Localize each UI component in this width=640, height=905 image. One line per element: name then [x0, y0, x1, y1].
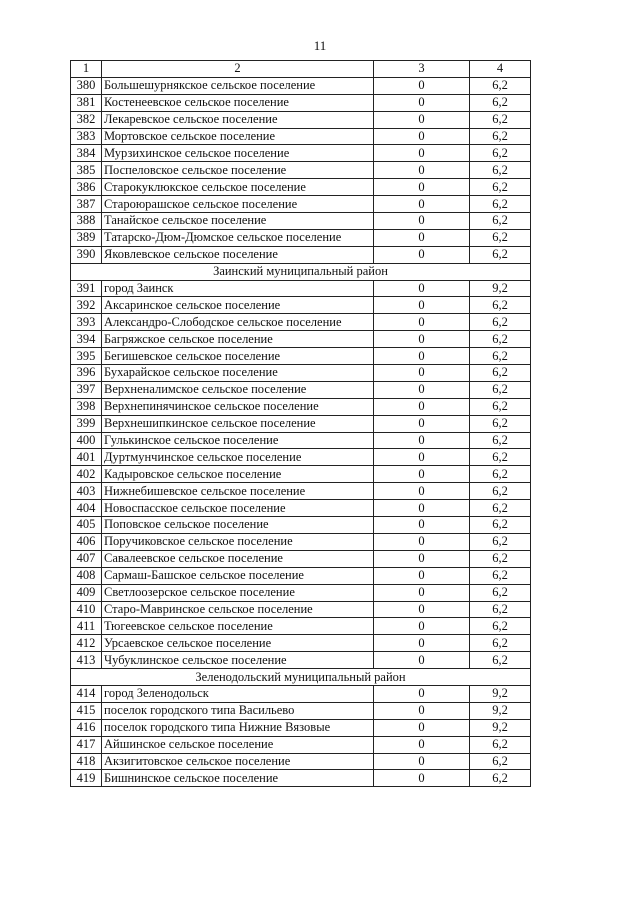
value-col4: 6,2 [470, 365, 531, 382]
value-col4: 6,2 [470, 601, 531, 618]
value-col3: 0 [374, 365, 470, 382]
value-col3: 0 [374, 652, 470, 669]
settlement-name: Багряжское сельское поселение [102, 331, 374, 348]
value-col3: 0 [374, 466, 470, 483]
district-title: Заинский муниципальный район [71, 263, 531, 280]
value-col3: 0 [374, 196, 470, 213]
row-number: 406 [71, 533, 102, 550]
value-col4: 6,2 [470, 618, 531, 635]
row-number: 391 [71, 280, 102, 297]
row-number: 402 [71, 466, 102, 483]
settlement-name: Танайское сельское поселение [102, 213, 374, 230]
row-number: 407 [71, 550, 102, 567]
row-number: 386 [71, 179, 102, 196]
row-number: 385 [71, 162, 102, 179]
district-title: Зеленодольский муниципальный район [71, 669, 531, 686]
settlement-name: Новоспасское сельское поселение [102, 500, 374, 517]
table-row [71, 348, 531, 365]
value-col4: 6,2 [470, 736, 531, 753]
table-row [71, 398, 531, 415]
table-row [71, 331, 531, 348]
value-col3: 0 [374, 702, 470, 719]
table-row [71, 449, 531, 466]
table-row [71, 500, 531, 517]
value-col4: 6,2 [470, 550, 531, 567]
settlement-name: Староюрашское сельское поселение [102, 196, 374, 213]
table-row [71, 550, 531, 567]
value-col3: 0 [374, 500, 470, 517]
row-number: 388 [71, 213, 102, 230]
header-cell-4: 4 [470, 61, 531, 78]
table-row [71, 685, 531, 702]
value-col4: 6,2 [470, 415, 531, 432]
row-number: 410 [71, 601, 102, 618]
row-number: 408 [71, 567, 102, 584]
row-number: 419 [71, 770, 102, 787]
value-col3: 0 [374, 381, 470, 398]
value-col4: 6,2 [470, 567, 531, 584]
table-row [71, 94, 531, 111]
value-col3: 0 [374, 229, 470, 246]
row-number: 418 [71, 753, 102, 770]
settlement-name: Савалеевское сельское поселение [102, 550, 374, 567]
value-col3: 0 [374, 753, 470, 770]
table-row [71, 145, 531, 162]
settlement-name: Александро-Слободское сельское поселение [102, 314, 374, 331]
value-col4: 9,2 [470, 719, 531, 736]
settlement-name: Аксаринское сельское поселение [102, 297, 374, 314]
settlement-name: город Заинск [102, 280, 374, 297]
value-col4: 6,2 [470, 246, 531, 263]
row-number: 403 [71, 483, 102, 500]
table-row [71, 652, 531, 669]
value-col3: 0 [374, 483, 470, 500]
table-header-row [71, 61, 531, 78]
table-row [71, 162, 531, 179]
value-col3: 0 [374, 584, 470, 601]
table-row [71, 483, 531, 500]
value-col4: 6,2 [470, 348, 531, 365]
row-number: 398 [71, 398, 102, 415]
value-col3: 0 [374, 398, 470, 415]
value-col3: 0 [374, 246, 470, 263]
row-number: 393 [71, 314, 102, 331]
row-number: 400 [71, 432, 102, 449]
row-number: 415 [71, 702, 102, 719]
row-number: 414 [71, 685, 102, 702]
table-row [71, 246, 531, 263]
table-row [71, 77, 531, 94]
value-col3: 0 [374, 314, 470, 331]
table-row [71, 601, 531, 618]
value-col3: 0 [374, 770, 470, 787]
value-col4: 6,2 [470, 331, 531, 348]
row-number: 390 [71, 246, 102, 263]
value-col4: 9,2 [470, 280, 531, 297]
value-col3: 0 [374, 736, 470, 753]
header-cell-3: 3 [374, 61, 470, 78]
settlement-name: Мурзихинское сельское поселение [102, 145, 374, 162]
row-number: 397 [71, 381, 102, 398]
table-row [71, 213, 531, 230]
value-col4: 6,2 [470, 297, 531, 314]
value-col3: 0 [374, 635, 470, 652]
table-row [71, 415, 531, 432]
value-col3: 0 [374, 685, 470, 702]
value-col3: 0 [374, 348, 470, 365]
table-row [71, 635, 531, 652]
table-row [71, 128, 531, 145]
value-col3: 0 [374, 567, 470, 584]
settlement-name: Гулькинское сельское поселение [102, 432, 374, 449]
value-col4: 6,2 [470, 770, 531, 787]
settlement-name: Акзигитовское сельское поселение [102, 753, 374, 770]
settlement-name: Дуртмунчинское сельское поселение [102, 449, 374, 466]
settlement-name: Светлоозерское сельское поселение [102, 584, 374, 601]
value-col3: 0 [374, 415, 470, 432]
value-col3: 0 [374, 550, 470, 567]
value-col4: 6,2 [470, 432, 531, 449]
row-number: 416 [71, 719, 102, 736]
row-number: 401 [71, 449, 102, 466]
value-col3: 0 [374, 179, 470, 196]
table-body [71, 61, 531, 787]
value-col4: 6,2 [470, 483, 531, 500]
value-col4: 6,2 [470, 213, 531, 230]
table-row [71, 719, 531, 736]
value-col3: 0 [374, 517, 470, 534]
settlement-name: поселок городского типа Нижние Вязовые [102, 719, 374, 736]
value-col3: 0 [374, 618, 470, 635]
row-number: 405 [71, 517, 102, 534]
table-row [71, 432, 531, 449]
value-col4: 6,2 [470, 449, 531, 466]
value-col3: 0 [374, 533, 470, 550]
value-col3: 0 [374, 162, 470, 179]
value-col3: 0 [374, 280, 470, 297]
value-col4: 6,2 [470, 500, 531, 517]
row-number: 383 [71, 128, 102, 145]
value-col3: 0 [374, 111, 470, 128]
header-cell-2: 2 [102, 61, 374, 78]
value-col4: 6,2 [470, 94, 531, 111]
value-col4: 9,2 [470, 685, 531, 702]
settlement-name: Поповское сельское поселение [102, 517, 374, 534]
table-row [71, 567, 531, 584]
value-col3: 0 [374, 449, 470, 466]
settlement-name: Урсаевское сельское поселение [102, 635, 374, 652]
value-col4: 6,2 [470, 145, 531, 162]
value-col4: 6,2 [470, 162, 531, 179]
row-number: 411 [71, 618, 102, 635]
settlement-name: Мортовское сельское поселение [102, 128, 374, 145]
row-number: 396 [71, 365, 102, 382]
value-col4: 6,2 [470, 179, 531, 196]
table-row [71, 753, 531, 770]
settlement-name: Старо-Мавринское сельское поселение [102, 601, 374, 618]
table-row [71, 229, 531, 246]
value-col4: 6,2 [470, 517, 531, 534]
row-number: 389 [71, 229, 102, 246]
value-col3: 0 [374, 77, 470, 94]
value-col4: 6,2 [470, 77, 531, 94]
table-row [71, 702, 531, 719]
settlement-name: Верхнешипкинское сельское поселение [102, 415, 374, 432]
table-row [71, 365, 531, 382]
table-row [71, 314, 531, 331]
value-col4: 6,2 [470, 533, 531, 550]
settlement-name: Нижнебишевское сельское поселение [102, 483, 374, 500]
settlement-name: Верхнепинячинское сельское поселение [102, 398, 374, 415]
settlement-name: Бегишевское сельское поселение [102, 348, 374, 365]
table-row [71, 280, 531, 297]
value-col4: 6,2 [470, 753, 531, 770]
table-row [71, 533, 531, 550]
settlement-name: поселок городского типа Васильево [102, 702, 374, 719]
settlement-name: Сармаш-Башское сельское поселение [102, 567, 374, 584]
row-number: 387 [71, 196, 102, 213]
settlement-name: Поспеловское сельское поселение [102, 162, 374, 179]
row-number: 404 [71, 500, 102, 517]
row-number: 394 [71, 331, 102, 348]
table-row [71, 196, 531, 213]
settlement-name: Поручиковское сельское поселение [102, 533, 374, 550]
row-number: 381 [71, 94, 102, 111]
value-col3: 0 [374, 213, 470, 230]
row-number: 399 [71, 415, 102, 432]
settlement-name: Костенеевское сельское поселение [102, 94, 374, 111]
settlement-name: Большешурнякское сельское поселение [102, 77, 374, 94]
section-header-row [71, 669, 531, 686]
value-col4: 9,2 [470, 702, 531, 719]
value-col4: 6,2 [470, 111, 531, 128]
settlement-name: Чубуклинское сельское поселение [102, 652, 374, 669]
table-row [71, 618, 531, 635]
table-row [71, 584, 531, 601]
section-header-row [71, 263, 531, 280]
value-col4: 6,2 [470, 398, 531, 415]
value-col3: 0 [374, 719, 470, 736]
table-row [71, 111, 531, 128]
settlement-name: Бишнинское сельское поселение [102, 770, 374, 787]
row-number: 412 [71, 635, 102, 652]
value-col3: 0 [374, 297, 470, 314]
header-cell-1: 1 [71, 61, 102, 78]
settlement-name: Яковлевское сельское поселение [102, 246, 374, 263]
table-row [71, 736, 531, 753]
value-col4: 6,2 [470, 466, 531, 483]
settlement-name: Тюгеевское сельское поселение [102, 618, 374, 635]
value-col4: 6,2 [470, 635, 531, 652]
value-col4: 6,2 [470, 128, 531, 145]
settlement-name: Старокуклюкское сельское поселение [102, 179, 374, 196]
value-col4: 6,2 [470, 584, 531, 601]
value-col4: 6,2 [470, 196, 531, 213]
table-row [71, 517, 531, 534]
settlements-table [70, 60, 531, 787]
value-col3: 0 [374, 145, 470, 162]
table-row [71, 466, 531, 483]
row-number: 380 [71, 77, 102, 94]
value-col4: 6,2 [470, 652, 531, 669]
row-number: 382 [71, 111, 102, 128]
row-number: 395 [71, 348, 102, 365]
row-number: 384 [71, 145, 102, 162]
value-col4: 6,2 [470, 314, 531, 331]
table-row [71, 179, 531, 196]
settlement-name: Лекаревское сельское поселение [102, 111, 374, 128]
value-col3: 0 [374, 94, 470, 111]
table-row [71, 770, 531, 787]
row-number: 417 [71, 736, 102, 753]
settlement-name: Бухарайское сельское поселение [102, 365, 374, 382]
value-col4: 6,2 [470, 229, 531, 246]
settlement-name: Татарско-Дюм-Дюмское сельское поселение [102, 229, 374, 246]
row-number: 409 [71, 584, 102, 601]
settlement-name: Кадыровское сельское поселение [102, 466, 374, 483]
settlement-name: город Зеленодольск [102, 685, 374, 702]
value-col3: 0 [374, 432, 470, 449]
value-col3: 0 [374, 601, 470, 618]
row-number: 392 [71, 297, 102, 314]
table-row [71, 297, 531, 314]
value-col4: 6,2 [470, 381, 531, 398]
row-number: 413 [71, 652, 102, 669]
value-col3: 0 [374, 128, 470, 145]
settlement-name: Верхненалимское сельское поселение [102, 381, 374, 398]
page-number: 11 [313, 38, 327, 53]
table-row [71, 381, 531, 398]
settlement-name: Айшинское сельское поселение [102, 736, 374, 753]
value-col3: 0 [374, 331, 470, 348]
